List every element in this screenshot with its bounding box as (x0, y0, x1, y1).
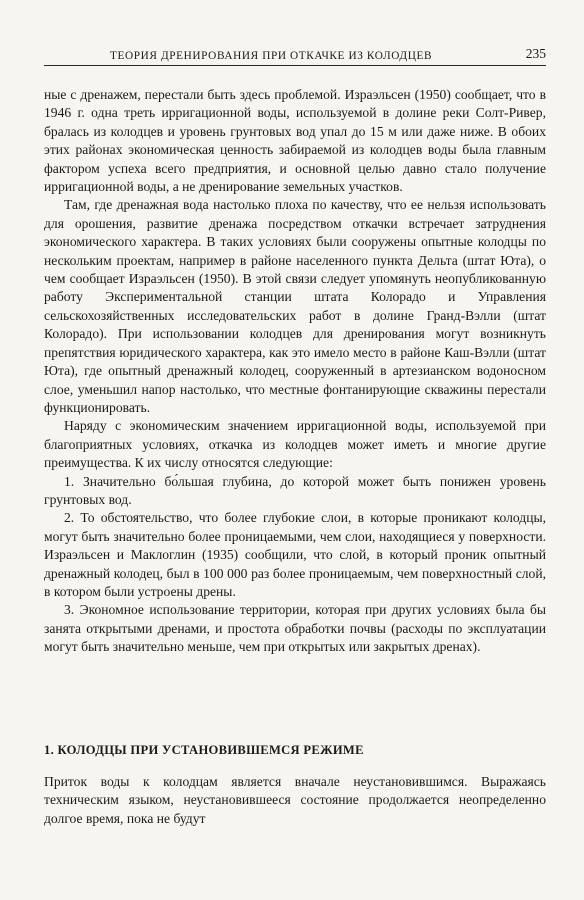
section-text (44, 773, 546, 828)
section-heading: 1. КОЛОДЦЫ ПРИ УСТАНОВИВШЕМСЯ РЕЖИМЕ (44, 743, 364, 757)
paragraph: Наряду с экономическим значением ирригационной воды, используемой при благоприятных условиях, откачка из колодцев может иметь и многие другие преимущества. К их числу относятся следующие: (44, 418, 546, 471)
page-header (44, 40, 546, 66)
paragraph-continued: ные с дренажем, перестали быть здесь проблемой. Израэльсен (1950) сообщает, что в 1946 г. одна треть ирригационной воды, используемой в долине реки Солт-Ривер, бралась из колодцев и уровень грунтовых вод упал до 15 м или даже ниже. В обоих этих районах экономическая ценность забираемой из колодцев воды была главным фактором успеха всего предприятия, и основной целью давно стало получение ирригационной воды, а не дренирование земельных участков. (44, 87, 546, 195)
page-number: 235 (525, 46, 546, 61)
list-item: 2. То обстоятельство, что более глубокие слои, в которые проникают колодцы, могут быть значительно более проницаемыми, чем слои, находящиеся у поверхности. Израэльсен и Маклоглин (1935) сообщили, что слой, в который проник опытный дренажный колодец, был в 100 000 раз более проницаемым, чем поверхностный слой, в котором были устроены дрены. (44, 510, 546, 599)
paragraph: Там, где дренажная вода настолько плоха по качеству, что ее нельзя использовать для орошения, развитие дренажа посредством откачки встречает затруднения экономического характера. В таких условиях были сооружены опытные колодцы по нескольким проектам, например в районе населенного пункта Дельта (штат Юта), о чем сообщает Израэльсен (1950). В этой связи следует упомянуть неопубликованную работу Экспериментальной станции штата Колорадо и Управления сельскохозяйственных исследовательских работ в долине Гранд-Вэлли (штат Колорадо). При использовании колодцев для дренирования могут возникнуть препятствия юридического характера, как это имело место в районе Каш-Вэлли (штат Юта), где опытный дренажный колодец, сооруженный в артезианском водоносном слое, уменьшил напор настолько, что местные фонтанирующие скважины перестали функционировать. (44, 197, 546, 415)
list-item: 1. Значительно бо́льшая глубина, до которой может быть понижен уровень грунтовых вод. (44, 473, 546, 507)
paragraph: Приток воды к колодцам является вначале неустановившимся. Выражаясь техническим языком, неустановившееся состояние продолжается неопределенно долгое время, пока не будут (44, 774, 546, 826)
running-title: ТЕОРИЯ ДРЕНИРОВАНИЯ ПРИ ОТКАЧКЕ ИЗ КОЛОДЦЕВ (110, 50, 433, 62)
main-text (44, 86, 546, 657)
list-item: 3. Экономное использование территории, которая при других условиях была бы занята открытыми дренами, и простота обработки почвы (расходы по эксплуатации могут быть значительно меньше, чем при открытых или закрытых дренах). (44, 602, 546, 655)
